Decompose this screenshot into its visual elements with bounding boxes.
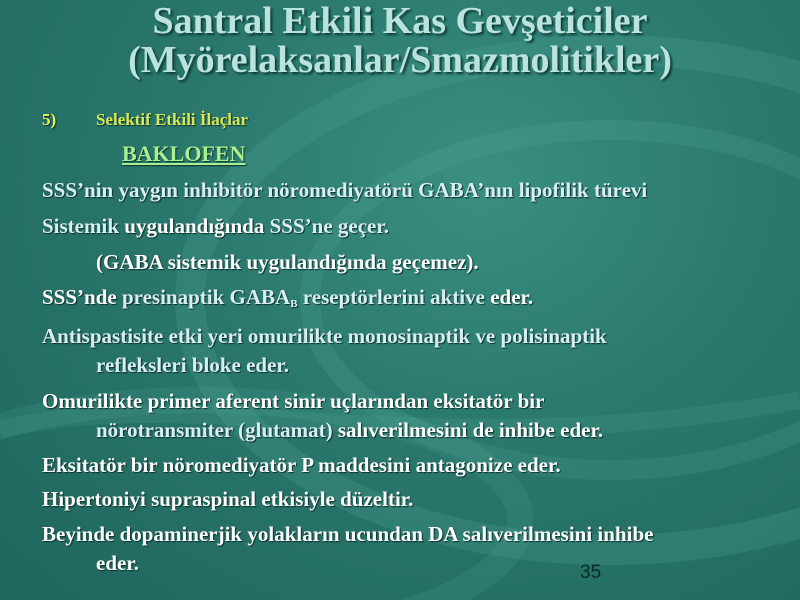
paragraph-2: Sistemik uygulandığında SSS’ne geçer. <box>42 214 389 238</box>
paragraph-9-line-1: Beyinde dopaminerjik yolakların ucundan DA salıverilmesini inhibe <box>42 522 654 546</box>
paragraph-8: Hipertoniyi supraspinal etkisiyle düzeltir. <box>42 487 414 511</box>
title-line-1: Santral Etkili Kas Gevşeticiler <box>152 0 648 42</box>
paragraph-6-line-1: Omurilikte primer aferent sinir uçlarından eksitatör bir <box>42 389 545 413</box>
paragraph-6-line-2: nörotransmiter (glutamat) salıverilmesini de inhibe eder. <box>96 418 604 442</box>
paragraph-7: Eksitatör bir nöromediyatör P maddesini antagonize eder. <box>42 453 561 477</box>
paragraph-4: SSS’nde presinaptik $GABA_B$ reseptörlerini aktive eder. <box>42 285 534 310</box>
section-heading: Selektif Etkili İlaçlar <box>96 110 249 129</box>
paragraph-3: (GABA sistemik uygulandığında geçemez). <box>96 250 479 274</box>
paragraph-1: SSS’nin yaygın inhibitör nöromediyatörü GABA’nın lipofilik türevi <box>42 178 648 202</box>
title-line-2: (Myörelaksanlar/Smazmolitikler) <box>128 39 672 81</box>
paragraph-5-line-1: Antispastisite etki yeri omurilikte monosinaptik ve polisinaptik <box>42 324 607 348</box>
page-number: 35 <box>580 562 602 583</box>
paragraph-9-line-2: eder. <box>96 551 139 575</box>
slide-title <box>0 2 800 80</box>
paragraph-5-line-2: refleksleri bloke eder. <box>96 353 290 377</box>
drug-name: BAKLOFEN <box>122 141 246 166</box>
section-number: 5) <box>42 110 57 129</box>
